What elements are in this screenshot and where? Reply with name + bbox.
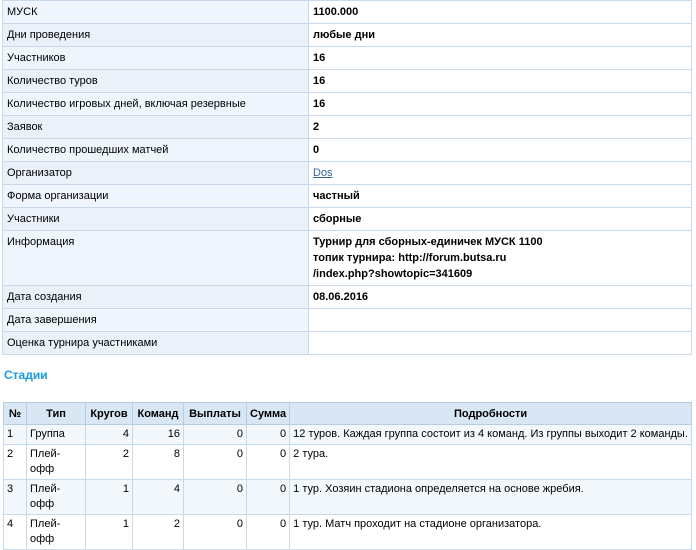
info-label: Дата завершения bbox=[3, 309, 309, 332]
info-value: 0 bbox=[309, 139, 692, 162]
info-row-participants-type bbox=[3, 208, 692, 231]
info-value bbox=[309, 332, 692, 355]
stage-payouts: 0 bbox=[184, 425, 247, 445]
col-number[interactable]: № bbox=[4, 403, 27, 425]
col-payouts[interactable]: Выплаты bbox=[184, 403, 247, 425]
stage-number: 3 bbox=[4, 480, 27, 515]
tournament-info-table bbox=[2, 0, 692, 355]
stage-type: Плей-офф bbox=[27, 480, 86, 515]
stage-number: 1 bbox=[4, 425, 27, 445]
info-row-finished bbox=[3, 309, 692, 332]
info-line: Турнир для сборных-единичек МУСК 1100 bbox=[313, 236, 543, 248]
table-row bbox=[4, 480, 692, 515]
info-row-created bbox=[3, 286, 692, 309]
info-value bbox=[309, 231, 692, 286]
info-value bbox=[309, 162, 692, 185]
stage-details: 1 тур. Матч проходит на стадионе организатора. bbox=[290, 515, 692, 550]
info-value: 16 bbox=[309, 93, 692, 116]
stage-payouts: 0 bbox=[184, 515, 247, 550]
stage-sum: 0 bbox=[247, 445, 290, 480]
info-value: 1100.000 bbox=[309, 1, 692, 24]
stage-teams: 16 bbox=[133, 425, 184, 445]
info-row-org-form bbox=[3, 185, 692, 208]
stage-sum: 0 bbox=[247, 480, 290, 515]
info-row-rating bbox=[3, 332, 692, 355]
stages-heading: Стадии bbox=[4, 368, 48, 382]
stage-details: 2 тура. bbox=[290, 445, 692, 480]
col-sum[interactable]: Сумма bbox=[247, 403, 290, 425]
info-row-musk bbox=[3, 1, 692, 24]
info-label: Участники bbox=[3, 208, 309, 231]
info-line: топик турнира: http://forum.butsa.ru bbox=[313, 252, 507, 264]
stage-rounds: 4 bbox=[86, 425, 133, 445]
info-line: /index.php?showtopic=341609 bbox=[313, 268, 473, 280]
info-label: Заявок bbox=[3, 116, 309, 139]
info-label: Информация bbox=[3, 231, 309, 286]
info-label: Форма организации bbox=[3, 185, 309, 208]
info-value: 08.06.2016 bbox=[309, 286, 692, 309]
info-label: МУСК bbox=[3, 1, 309, 24]
stage-number: 2 bbox=[4, 445, 27, 480]
info-row-applications bbox=[3, 116, 692, 139]
info-row-days bbox=[3, 24, 692, 47]
stage-rounds: 1 bbox=[86, 480, 133, 515]
info-row-information bbox=[3, 231, 692, 286]
info-label: Дата создания bbox=[3, 286, 309, 309]
stage-details: 1 тур. Хозяин стадиона определяется на основе жребия. bbox=[290, 480, 692, 515]
stages-table bbox=[3, 402, 692, 550]
stage-sum: 0 bbox=[247, 425, 290, 445]
stage-sum: 0 bbox=[247, 515, 290, 550]
organizer-link[interactable]: Dos bbox=[313, 167, 333, 179]
info-value: любые дни bbox=[309, 24, 692, 47]
stage-teams: 8 bbox=[133, 445, 184, 480]
info-value: частный bbox=[309, 185, 692, 208]
stage-type: Плей-офф bbox=[27, 445, 86, 480]
info-label: Количество игровых дней, включая резервные bbox=[3, 93, 309, 116]
col-rounds[interactable]: Кругов bbox=[86, 403, 133, 425]
info-value: 16 bbox=[309, 70, 692, 93]
stage-payouts: 0 bbox=[184, 445, 247, 480]
stage-number: 4 bbox=[4, 515, 27, 550]
stage-rounds: 2 bbox=[86, 445, 133, 480]
table-row bbox=[4, 425, 692, 445]
stage-payouts: 0 bbox=[184, 480, 247, 515]
info-label: Дни проведения bbox=[3, 24, 309, 47]
info-label: Организатор bbox=[3, 162, 309, 185]
stage-teams: 2 bbox=[133, 515, 184, 550]
table-row bbox=[4, 515, 692, 550]
table-row bbox=[4, 445, 692, 480]
stage-teams: 4 bbox=[133, 480, 184, 515]
stage-type: Группа bbox=[27, 425, 86, 445]
info-value: 16 bbox=[309, 47, 692, 70]
info-row-played-matches bbox=[3, 139, 692, 162]
info-value bbox=[309, 309, 692, 332]
info-label: Участников bbox=[3, 47, 309, 70]
info-row-organizer bbox=[3, 162, 692, 185]
info-row-participants-count bbox=[3, 47, 692, 70]
stages-header-row bbox=[4, 403, 692, 425]
stage-rounds: 1 bbox=[86, 515, 133, 550]
info-row-game-days bbox=[3, 93, 692, 116]
info-label: Количество туров bbox=[3, 70, 309, 93]
col-details[interactable]: Подробности bbox=[290, 403, 692, 425]
info-row-rounds bbox=[3, 70, 692, 93]
info-value: сборные bbox=[309, 208, 692, 231]
stage-type: Плей-офф bbox=[27, 515, 86, 550]
info-label: Оценка турнира участниками bbox=[3, 332, 309, 355]
info-label: Количество прошедших матчей bbox=[3, 139, 309, 162]
col-type[interactable]: Тип bbox=[27, 403, 86, 425]
stage-details: 12 туров. Каждая группа состоит из 4 команд. Из группы выходит 2 команды. bbox=[290, 425, 692, 445]
info-value: 2 bbox=[309, 116, 692, 139]
col-teams[interactable]: Команд bbox=[133, 403, 184, 425]
